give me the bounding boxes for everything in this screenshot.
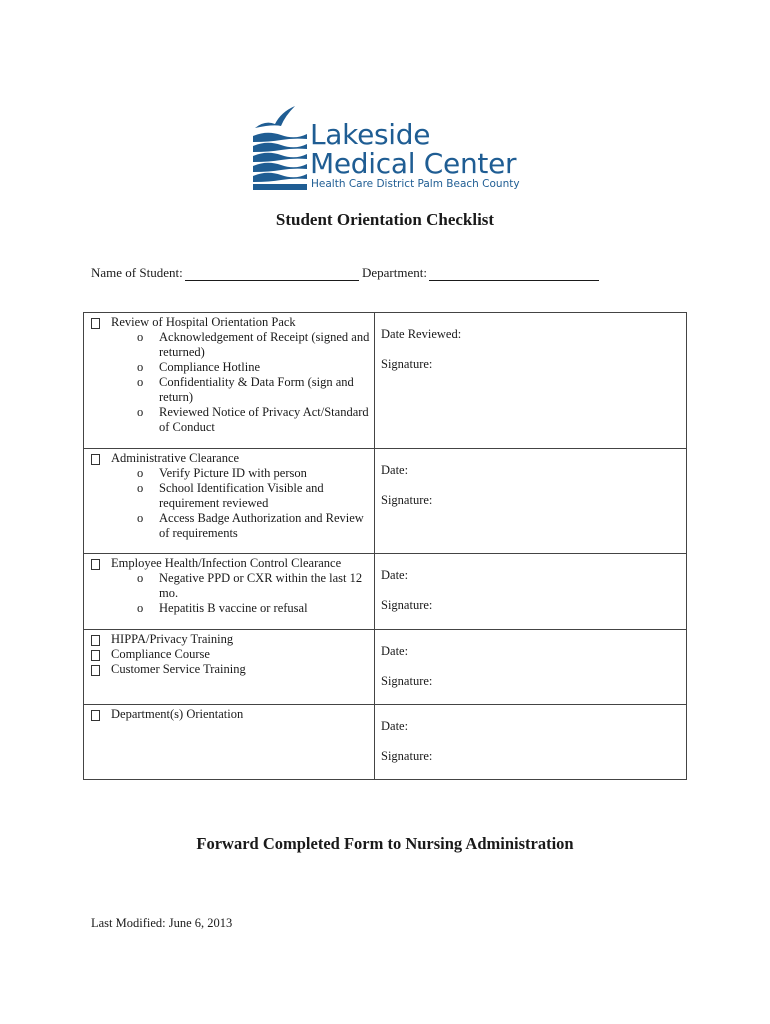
- checklist-subitem-text: School Identification Visible and requirement reviewed: [159, 481, 324, 510]
- signature-label: Signature:: [381, 674, 433, 688]
- department-label: Department:: [362, 265, 427, 280]
- bullet-icon: o: [137, 360, 144, 374]
- date-label: Date:: [381, 568, 409, 582]
- logo-name-line1: Lakeside: [310, 118, 431, 151]
- checklist-subitem-text: Reviewed Notice of Privacy Act/Standard of Conduct: [159, 405, 369, 434]
- checklist-subitem: [137, 375, 374, 405]
- logo-name: [310, 120, 516, 178]
- checkbox[interactable]: [91, 650, 100, 661]
- checklist-items-cell: [84, 630, 375, 705]
- checklist-row: [84, 705, 687, 780]
- checkbox[interactable]: [91, 559, 100, 570]
- checkbox[interactable]: [91, 665, 100, 676]
- checklist-subitem: [137, 405, 374, 435]
- bullet-icon: o: [137, 375, 144, 389]
- date-label: Date:: [381, 463, 409, 477]
- signoff-cell[interactable]: [375, 313, 687, 449]
- checklist-subitem: [137, 330, 374, 360]
- waves-gull-icon: [251, 102, 307, 192]
- bullet-icon: o: [137, 601, 144, 615]
- checklist-item-label: Administrative Clearance: [111, 451, 240, 465]
- checklist-item-label: Department(s) Orientation: [111, 707, 244, 721]
- checklist-subitem-text: Verify Picture ID with person: [159, 466, 307, 480]
- signature-label: Signature:: [381, 749, 433, 763]
- checklist-item: [90, 556, 374, 571]
- student-name-label: Name of Student:: [91, 265, 183, 280]
- checklist-table: [83, 312, 687, 780]
- checkbox[interactable]: [91, 710, 100, 721]
- checklist-item-label: HIPPA/Privacy Training: [111, 632, 234, 646]
- checklist-row: [84, 449, 687, 554]
- checklist-item: [90, 707, 374, 722]
- student-name-field[interactable]: [91, 265, 359, 281]
- checklist-subitem-text: Confidentiality & Data Form (sign and return): [159, 375, 354, 404]
- checklist-subitem-text: Access Badge Authorization and Review of requirements: [159, 511, 364, 540]
- checklist-subitem: [137, 571, 374, 601]
- signoff-cell[interactable]: [375, 554, 687, 630]
- date-label: Date:: [381, 719, 409, 733]
- signoff-cell[interactable]: [375, 449, 687, 554]
- checklist-item: [90, 315, 374, 330]
- checklist-item-label: Employee Health/Infection Control Clearance: [111, 556, 342, 570]
- bullet-icon: o: [137, 466, 144, 480]
- checklist-item: [90, 632, 374, 647]
- checklist-subitem: [137, 481, 374, 511]
- checklist-subitem: [137, 360, 374, 375]
- signature-label: Signature:: [381, 598, 433, 612]
- checklist-items-cell: [84, 705, 375, 780]
- checklist-subitem-text: Hepatitis B vaccine or refusal: [159, 601, 308, 615]
- bullet-icon: o: [137, 481, 144, 495]
- signature-label: Signature:: [381, 357, 433, 371]
- checklist-row: [84, 554, 687, 630]
- bullet-icon: o: [137, 571, 144, 585]
- checklist-items-cell: [84, 449, 375, 554]
- signoff-cell[interactable]: [375, 630, 687, 705]
- checklist-item: [90, 451, 374, 466]
- date-label: Date Reviewed:: [381, 327, 462, 341]
- checklist-row: [84, 313, 687, 449]
- student-name-blank[interactable]: [185, 266, 359, 281]
- checkbox[interactable]: [91, 454, 100, 465]
- signature-label: Signature:: [381, 493, 433, 507]
- checklist-item: [90, 662, 374, 677]
- checkbox[interactable]: [91, 635, 100, 646]
- checklist-items-cell: [84, 554, 375, 630]
- checklist-item: [90, 647, 374, 662]
- checkbox[interactable]: [91, 318, 100, 329]
- forward-instruction: Forward Completed Form to Nursing Administration: [196, 834, 574, 853]
- bullet-icon: o: [137, 330, 144, 344]
- department-blank[interactable]: [429, 266, 599, 281]
- logo-name-line2: Medical Center: [310, 147, 517, 180]
- checklist-item-label: Compliance Course: [111, 647, 210, 661]
- checklist-subitem: [137, 601, 374, 616]
- checklist-subitem-text: Negative PPD or CXR within the last 12 mo.: [159, 571, 363, 600]
- logo-subtitle: Health Care District Palm Beach County: [311, 178, 520, 190]
- last-modified: Last Modified: June 6, 2013: [91, 916, 233, 930]
- bullet-icon: o: [137, 405, 144, 419]
- checklist-items-cell: [84, 313, 375, 449]
- date-label: Date:: [381, 644, 409, 658]
- checklist-item-label: Customer Service Training: [111, 662, 246, 676]
- department-field[interactable]: [362, 265, 599, 281]
- signoff-cell[interactable]: [375, 705, 687, 780]
- checklist-subitem-text: Acknowledgement of Receipt (signed and returned): [159, 330, 370, 359]
- lakeside-logo: [251, 102, 521, 194]
- page-title: Student Orientation Checklist: [275, 210, 495, 229]
- checklist-subitem: [137, 511, 374, 541]
- checklist-subitem-text: Compliance Hotline: [159, 360, 261, 374]
- bullet-icon: o: [137, 511, 144, 525]
- checklist-subitem: [137, 466, 374, 481]
- checklist-item-label: Review of Hospital Orientation Pack: [111, 315, 296, 329]
- checklist-row: [84, 630, 687, 705]
